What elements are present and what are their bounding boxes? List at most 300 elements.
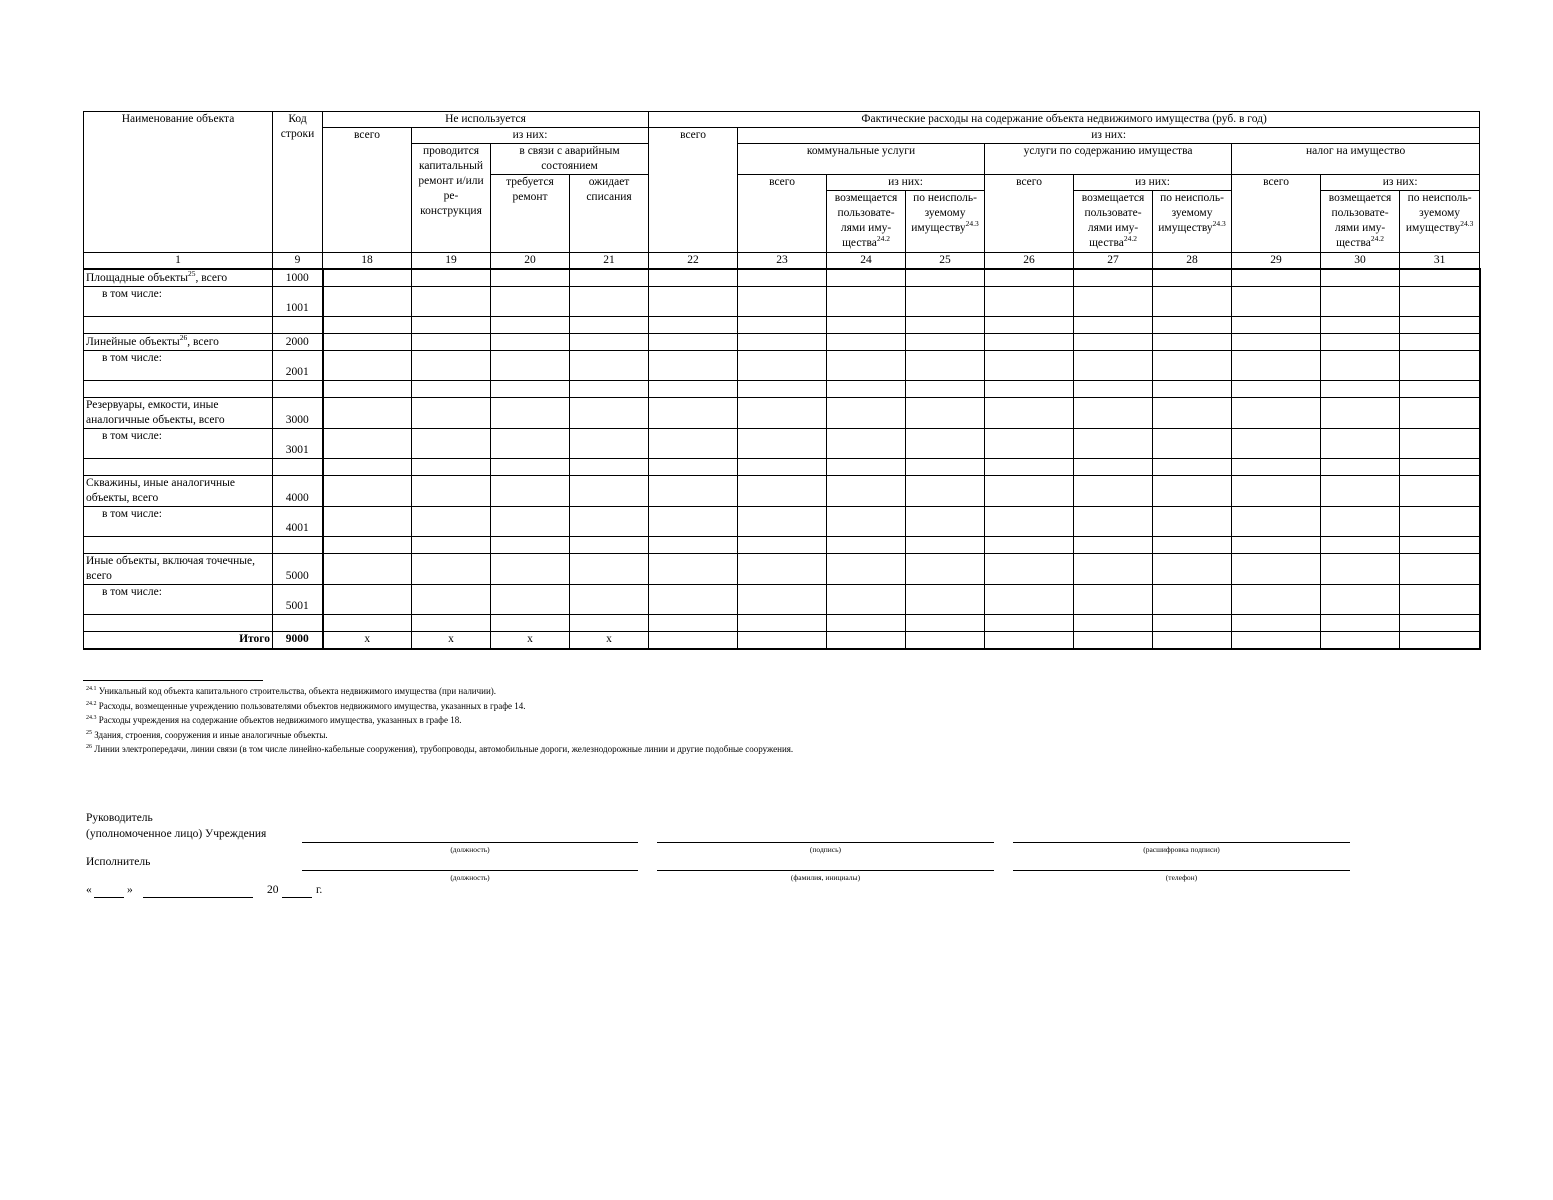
data-cell[interactable] (323, 350, 412, 380)
data-cell[interactable] (1321, 536, 1400, 553)
data-cell[interactable] (649, 333, 738, 350)
data-cell[interactable] (1153, 475, 1232, 506)
row-code-empty[interactable] (273, 380, 323, 397)
data-cell[interactable] (906, 631, 985, 649)
col-header-awaiting-writeoff: ожидает списания (570, 175, 649, 253)
data-cell[interactable] (570, 286, 649, 316)
data-cell[interactable] (1321, 350, 1400, 380)
data-cell[interactable] (827, 553, 906, 584)
row-code: 1000 (273, 269, 323, 286)
data-cell[interactable] (1321, 397, 1400, 428)
data-cell[interactable] (412, 475, 491, 506)
data-cell[interactable] (570, 316, 649, 333)
data-cell[interactable] (1074, 475, 1153, 506)
data-cell[interactable] (570, 614, 649, 631)
date-year-line[interactable] (282, 897, 312, 898)
row-label-including: в том числе: (84, 506, 273, 536)
data-cell[interactable] (323, 269, 412, 286)
data-cell[interactable] (1074, 428, 1153, 458)
data-cell[interactable] (738, 614, 827, 631)
data-cell[interactable] (1400, 286, 1480, 316)
data-cell[interactable] (570, 506, 649, 536)
data-cell[interactable] (491, 380, 570, 397)
data-cell[interactable] (738, 458, 827, 475)
data-cell[interactable] (1400, 333, 1480, 350)
data-cell[interactable] (738, 333, 827, 350)
data-cell[interactable] (649, 286, 738, 316)
col-num: 25 (906, 253, 985, 270)
col-header-tax-of-them: из них: (1321, 175, 1480, 191)
data-cell[interactable] (985, 614, 1074, 631)
data-cell[interactable] (1400, 380, 1480, 397)
data-cell[interactable] (827, 506, 906, 536)
position-line[interactable] (302, 842, 638, 843)
data-cell[interactable] (412, 316, 491, 333)
x-mark: x (570, 631, 649, 649)
data-cell[interactable] (1400, 397, 1480, 428)
total-label: Итого (84, 631, 273, 649)
data-cell[interactable] (985, 584, 1074, 614)
table-row (84, 553, 1480, 584)
data-cell[interactable] (906, 269, 985, 286)
data-cell[interactable] (985, 631, 1074, 649)
data-cell[interactable] (1153, 614, 1232, 631)
executor-name-caption: (фамилия, инициалы) (790, 873, 861, 882)
data-cell[interactable] (906, 380, 985, 397)
data-cell[interactable] (649, 536, 738, 553)
row-label-reservoirs: Резервуары, емкости, иные аналогичные объекты, всего (84, 397, 273, 428)
data-cell[interactable] (1232, 316, 1321, 333)
data-cell[interactable] (738, 269, 827, 286)
data-cell[interactable] (738, 316, 827, 333)
footnote: $^{24.2}$ Расходы, возмещенные учреждению пользователями объектов недвижимого имущества, указанных в графе 14. (86, 700, 526, 711)
data-cell[interactable] (1153, 333, 1232, 350)
data-cell[interactable] (491, 506, 570, 536)
decoding-line[interactable] (1013, 842, 1350, 843)
col-num: 22 (649, 253, 738, 270)
data-cell[interactable] (1153, 536, 1232, 553)
data-cell[interactable] (649, 428, 738, 458)
data-cell[interactable] (738, 397, 827, 428)
data-cell[interactable] (738, 428, 827, 458)
data-cell[interactable] (570, 458, 649, 475)
data-cell[interactable] (649, 397, 738, 428)
data-cell[interactable] (1321, 458, 1400, 475)
col-num: 9 (273, 253, 323, 270)
data-cell[interactable] (985, 428, 1074, 458)
data-cell[interactable] (1400, 631, 1480, 649)
table-row (84, 269, 1480, 286)
data-cell[interactable] (649, 350, 738, 380)
data-cell[interactable] (985, 380, 1074, 397)
footnotes (86, 684, 793, 757)
row-code: 1001 (273, 286, 323, 316)
data-cell[interactable] (738, 286, 827, 316)
total-code: 9000 (273, 631, 323, 649)
position-caption: (должность) (450, 845, 490, 854)
data-cell[interactable] (1321, 553, 1400, 584)
data-cell[interactable] (649, 614, 738, 631)
data-cell[interactable] (827, 269, 906, 286)
data-cell[interactable] (827, 286, 906, 316)
row-label-empty[interactable] (84, 380, 273, 397)
data-cell[interactable] (1232, 350, 1321, 380)
data-cell[interactable] (1074, 553, 1153, 584)
data-cell[interactable] (1074, 506, 1153, 536)
data-cell[interactable] (1232, 269, 1321, 286)
data-cell[interactable] (412, 536, 491, 553)
data-cell[interactable] (738, 631, 827, 649)
data-cell[interactable] (1400, 350, 1480, 380)
data-cell[interactable] (1232, 553, 1321, 584)
data-cell[interactable] (412, 269, 491, 286)
data-cell[interactable] (827, 397, 906, 428)
data-cell[interactable] (738, 536, 827, 553)
data-cell[interactable] (1074, 269, 1153, 286)
col-header-tax-unused: по неисполь-зуемому имуществу$^{24.3}$ (1400, 191, 1480, 253)
data-cell[interactable] (1232, 286, 1321, 316)
data-cell[interactable] (1400, 428, 1480, 458)
data-cell[interactable] (1321, 614, 1400, 631)
col-num: 30 (1321, 253, 1400, 270)
data-cell[interactable] (985, 475, 1074, 506)
col-header-utilities-total: всего (738, 175, 827, 253)
data-cell[interactable] (491, 350, 570, 380)
phone-line[interactable] (1013, 870, 1350, 871)
data-cell[interactable] (491, 458, 570, 475)
row-code-empty[interactable] (273, 458, 323, 475)
data-cell[interactable] (1153, 350, 1232, 380)
data-cell[interactable] (1074, 614, 1153, 631)
table-row (84, 380, 1480, 397)
data-cell[interactable] (906, 584, 985, 614)
row-code: 3001 (273, 428, 323, 458)
data-cell[interactable] (1321, 286, 1400, 316)
data-cell[interactable] (1232, 631, 1321, 649)
data-cell[interactable] (827, 475, 906, 506)
data-cell[interactable] (1074, 350, 1153, 380)
data-cell[interactable] (1074, 584, 1153, 614)
table-row (84, 350, 1480, 380)
data-cell[interactable] (491, 269, 570, 286)
data-cell[interactable] (491, 286, 570, 316)
data-cell[interactable] (738, 553, 827, 584)
data-cell[interactable] (323, 506, 412, 536)
data-cell[interactable] (412, 333, 491, 350)
data-cell[interactable] (1400, 475, 1480, 506)
data-cell[interactable] (738, 475, 827, 506)
data-cell[interactable] (985, 350, 1074, 380)
table-row (84, 475, 1480, 506)
data-cell[interactable] (570, 428, 649, 458)
data-cell[interactable] (1074, 536, 1153, 553)
col-header-emergency: в связи с аварийным состоянием (491, 144, 649, 175)
data-cell[interactable] (827, 614, 906, 631)
date-close-quote: » (127, 884, 133, 896)
data-cell[interactable] (906, 536, 985, 553)
footnote-divider (83, 680, 263, 681)
data-cell[interactable] (649, 506, 738, 536)
data-cell[interactable] (1153, 458, 1232, 475)
col-header-of-them: из них: (412, 128, 649, 144)
data-cell[interactable] (491, 553, 570, 584)
data-cell[interactable] (985, 536, 1074, 553)
col-header-maintenance-unused: по неисполь-зуемому имуществу$^{24.3}$ (1153, 191, 1232, 253)
data-cell[interactable] (323, 428, 412, 458)
data-cell[interactable] (1153, 286, 1232, 316)
data-cell[interactable] (985, 553, 1074, 584)
col-header-utilities-unused: по неисполь-зуемому имуществу$^{24.3}$ (906, 191, 985, 253)
data-cell[interactable] (491, 584, 570, 614)
column-numbers-row (84, 253, 1480, 270)
data-cell[interactable] (906, 614, 985, 631)
table-row (84, 333, 1480, 350)
data-cell[interactable] (1153, 506, 1232, 536)
data-cell[interactable] (1232, 380, 1321, 397)
data-cell[interactable] (412, 428, 491, 458)
data-cell[interactable] (412, 553, 491, 584)
data-cell[interactable] (649, 316, 738, 333)
date-day-line[interactable] (94, 897, 124, 898)
data-cell[interactable] (1232, 428, 1321, 458)
data-cell[interactable] (827, 316, 906, 333)
data-cell[interactable] (1232, 584, 1321, 614)
signature-caption: (подпись) (809, 845, 842, 854)
data-cell[interactable] (1400, 614, 1480, 631)
data-cell[interactable] (570, 269, 649, 286)
data-cell[interactable] (827, 350, 906, 380)
data-cell[interactable] (649, 458, 738, 475)
data-cell[interactable] (985, 333, 1074, 350)
data-cell[interactable] (323, 614, 412, 631)
data-cell[interactable] (570, 475, 649, 506)
data-cell[interactable] (1153, 553, 1232, 584)
data-cell[interactable] (906, 475, 985, 506)
data-cell[interactable] (1074, 397, 1153, 428)
data-cell[interactable] (570, 380, 649, 397)
data-cell[interactable] (985, 286, 1074, 316)
data-cell[interactable] (906, 316, 985, 333)
data-cell[interactable] (412, 286, 491, 316)
data-cell[interactable] (323, 380, 412, 397)
col-num: 31 (1400, 253, 1480, 270)
data-cell[interactable] (1400, 506, 1480, 536)
col-header-tax-reimbursed: возмещается пользовате-лями иму-щества$^{24.2}$ (1321, 191, 1400, 253)
data-cell[interactable] (323, 584, 412, 614)
col-header-not-used: Не используется (323, 112, 649, 128)
data-cell[interactable] (649, 584, 738, 614)
data-cell[interactable] (649, 631, 738, 649)
data-cell[interactable] (985, 506, 1074, 536)
data-cell[interactable] (323, 553, 412, 584)
data-cell[interactable] (906, 553, 985, 584)
data-cell[interactable] (649, 269, 738, 286)
row-label-empty[interactable] (84, 536, 273, 553)
data-cell[interactable] (1321, 316, 1400, 333)
data-cell[interactable] (1153, 397, 1232, 428)
table-row (84, 536, 1480, 553)
row-code-empty[interactable] (273, 536, 323, 553)
data-cell[interactable] (570, 584, 649, 614)
data-cell[interactable] (906, 458, 985, 475)
col-header-property-tax: налог на имущество (1232, 144, 1480, 175)
col-header-maintenance-total: всего (985, 175, 1074, 253)
data-cell[interactable] (570, 397, 649, 428)
x-mark: x (491, 631, 570, 649)
row-code-empty[interactable] (273, 316, 323, 333)
data-cell[interactable] (412, 350, 491, 380)
data-cell[interactable] (738, 506, 827, 536)
data-cell[interactable] (649, 380, 738, 397)
data-cell[interactable] (827, 584, 906, 614)
x-mark: x (323, 631, 412, 649)
data-cell[interactable] (1400, 316, 1480, 333)
data-cell[interactable] (985, 397, 1074, 428)
data-cell[interactable] (906, 506, 985, 536)
row-code-empty[interactable] (273, 614, 323, 631)
data-cell[interactable] (1232, 614, 1321, 631)
data-cell[interactable] (323, 475, 412, 506)
data-cell[interactable] (1232, 506, 1321, 536)
date-month-line[interactable] (143, 897, 253, 898)
data-cell[interactable] (906, 428, 985, 458)
data-cell[interactable] (827, 380, 906, 397)
data-cell[interactable] (1232, 397, 1321, 428)
data-cell[interactable] (738, 350, 827, 380)
data-cell[interactable] (1232, 458, 1321, 475)
data-cell[interactable] (1400, 269, 1480, 286)
data-cell[interactable] (1232, 475, 1321, 506)
data-cell[interactable] (491, 536, 570, 553)
executor-name-line[interactable] (657, 870, 994, 871)
row-code: 5001 (273, 584, 323, 614)
data-cell[interactable] (1400, 584, 1480, 614)
data-cell[interactable] (1232, 333, 1321, 350)
data-cell[interactable] (827, 333, 906, 350)
data-cell[interactable] (323, 286, 412, 316)
data-cell[interactable] (491, 397, 570, 428)
data-cell[interactable] (323, 333, 412, 350)
data-cell[interactable] (1232, 536, 1321, 553)
executor-position-line[interactable] (302, 870, 638, 871)
data-cell[interactable] (412, 397, 491, 428)
data-cell[interactable] (1074, 316, 1153, 333)
data-cell[interactable] (1321, 380, 1400, 397)
col-header-expenses-of-them: из них: (738, 128, 1480, 144)
x-mark: x (412, 631, 491, 649)
col-num: 28 (1153, 253, 1232, 270)
footnote: $^{26}$ Линии электропередачи, линии связи (в том числе линейно-кабельные сооружения), трубопроводы, автомобильные дороги, железнодорожные линии и другие подобные сооружения. (86, 744, 794, 755)
footnote: $^{24.3}$ Расходы учреждения на содержание объектов недвижимого имущества, указанных в графе 18. (86, 715, 462, 726)
data-cell[interactable] (1153, 316, 1232, 333)
data-cell[interactable] (491, 333, 570, 350)
data-cell[interactable] (649, 475, 738, 506)
data-cell[interactable] (827, 631, 906, 649)
data-cell[interactable] (1321, 475, 1400, 506)
data-cell[interactable] (412, 380, 491, 397)
table-row (84, 286, 1480, 316)
data-cell[interactable] (1153, 380, 1232, 397)
data-cell[interactable] (491, 475, 570, 506)
data-cell[interactable] (827, 536, 906, 553)
col-header-capital-repair: проводится капитальный ремонт и/или ре-конструкция (412, 144, 491, 253)
data-cell[interactable] (323, 316, 412, 333)
data-cell[interactable] (1074, 286, 1153, 316)
data-cell[interactable] (1321, 333, 1400, 350)
data-cell[interactable] (738, 584, 827, 614)
data-cell[interactable] (412, 458, 491, 475)
data-cell[interactable] (412, 584, 491, 614)
data-cell[interactable] (491, 316, 570, 333)
col-header-utilities-reimbursed: возмещается пользовате-лями иму-щества$^{24.2}$ (827, 191, 906, 253)
data-cell[interactable] (323, 536, 412, 553)
signature-line[interactable] (657, 842, 994, 843)
data-cell[interactable] (1153, 269, 1232, 286)
col-num: 23 (738, 253, 827, 270)
data-cell[interactable] (1321, 584, 1400, 614)
data-cell[interactable] (985, 316, 1074, 333)
date-open-quote: « (86, 884, 92, 896)
data-cell[interactable] (906, 286, 985, 316)
data-cell[interactable] (906, 333, 985, 350)
row-label-empty[interactable] (84, 458, 273, 475)
data-cell[interactable] (491, 428, 570, 458)
data-cell[interactable] (1153, 428, 1232, 458)
data-cell[interactable] (1153, 631, 1232, 649)
data-cell[interactable] (323, 397, 412, 428)
data-cell[interactable] (738, 380, 827, 397)
data-cell[interactable] (1321, 269, 1400, 286)
data-cell[interactable] (570, 350, 649, 380)
data-cell[interactable] (1400, 458, 1480, 475)
data-cell[interactable] (1321, 428, 1400, 458)
row-label-empty[interactable] (84, 316, 273, 333)
data-cell[interactable] (1321, 506, 1400, 536)
data-cell[interactable] (570, 333, 649, 350)
data-cell[interactable] (412, 506, 491, 536)
data-cell[interactable] (985, 458, 1074, 475)
data-cell[interactable] (412, 614, 491, 631)
data-cell[interactable] (649, 553, 738, 584)
executor-label: Исполнитель (86, 856, 151, 868)
data-cell[interactable] (1400, 553, 1480, 584)
data-cell[interactable] (906, 397, 985, 428)
table-row (84, 584, 1480, 614)
data-cell[interactable] (1074, 458, 1153, 475)
data-cell[interactable] (570, 536, 649, 553)
data-cell[interactable] (1074, 380, 1153, 397)
row-label-including: в том числе: (84, 428, 273, 458)
data-cell[interactable] (985, 269, 1074, 286)
data-cell[interactable] (323, 458, 412, 475)
data-cell[interactable] (1400, 536, 1480, 553)
row-label-linear: Линейные объекты$^{26}$, всего (84, 333, 273, 350)
data-cell[interactable] (1074, 333, 1153, 350)
data-cell[interactable] (906, 350, 985, 380)
data-cell[interactable] (827, 458, 906, 475)
col-num: 26 (985, 253, 1074, 270)
data-cell[interactable] (491, 614, 570, 631)
col-header-utilities: коммунальные услуги (738, 144, 985, 175)
data-cell[interactable] (570, 553, 649, 584)
data-cell[interactable] (827, 428, 906, 458)
data-cell[interactable] (1074, 631, 1153, 649)
row-label-empty[interactable] (84, 614, 273, 631)
col-header-expenses: Фактические расходы на содержание объекта недвижимого имущества (руб. в год) (649, 112, 1480, 128)
data-cell[interactable] (1153, 584, 1232, 614)
data-cell[interactable] (1321, 631, 1400, 649)
total-row (84, 631, 1480, 649)
